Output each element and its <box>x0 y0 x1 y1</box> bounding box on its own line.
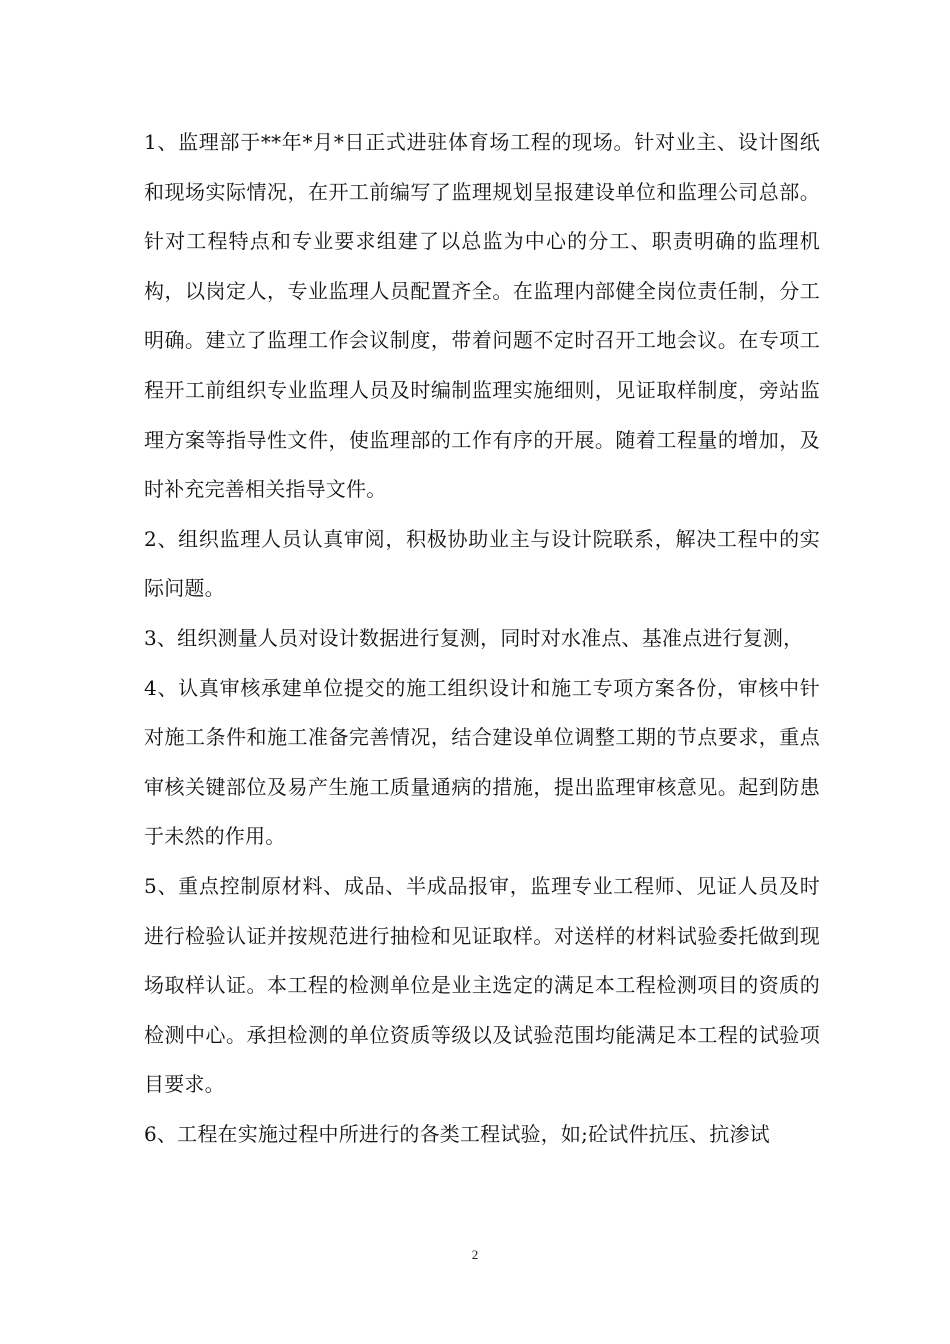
paragraph-4: 4、认真审核承建单位提交的施工组织设计和施工专项方案各份，审核中针对施工条件和施工准备完善情况，结合建设单位调整工期的节点要求，重点审核关键部位及易产生施工质量通病的措施，提出监理审核意见。起到防患于未然的作用。 <box>144 675 820 849</box>
document-body <box>144 118 820 1159</box>
paragraph-1: 1、监理部于**年*月*日正式进驻体育场工程的现场。针对业主、设计图纸和现场实际情况，在开工前编写了监理规划呈报建设单位和监理公司总部。针对工程特点和专业要求组建了以总监为中心的分工、职责明确的监理机构，以岗定人，专业监理人员配置齐全。在监理内部健全岗位责任制，分工明确。建立了监理工作会议制度，带着问题不定时召开工地会议。在专项工程开工前组织专业监理人员及时编制监理实施细则，见证取样制度，旁站监理方案等指导性文件，使监理部的工作有序的开展。随着工程量的增加，及时补充完善相关指导文件。 <box>144 130 820 502</box>
page-number: 2 <box>471 1247 479 1262</box>
paragraph-2: 2、组织监理人员认真审阅，积极协助业主与设计院联系，解决工程中的实际问题。 <box>144 526 820 601</box>
paragraph-5: 5、重点控制原材料、成品、半成品报审，监理专业工程师、见证人员及时进行检验认证并按规范进行抽检和见证取样。对送样的材料试验委托做到现场取样认证。本工程的检测单位是业主选定的满足本工程检测项目的资质的检测中心。承担检测的单位资质等级以及试验范围均能满足本工程的试验项目要求。 <box>144 873 820 1097</box>
paragraph-6: 6、工程在实施过程中所进行的各类工程试验，如;砼试件抗压、抗渗试 <box>144 1121 770 1146</box>
paragraph-3: 3、组织测量人员对设计数据进行复测，同时对水准点、基准点进行复测， <box>144 625 804 650</box>
